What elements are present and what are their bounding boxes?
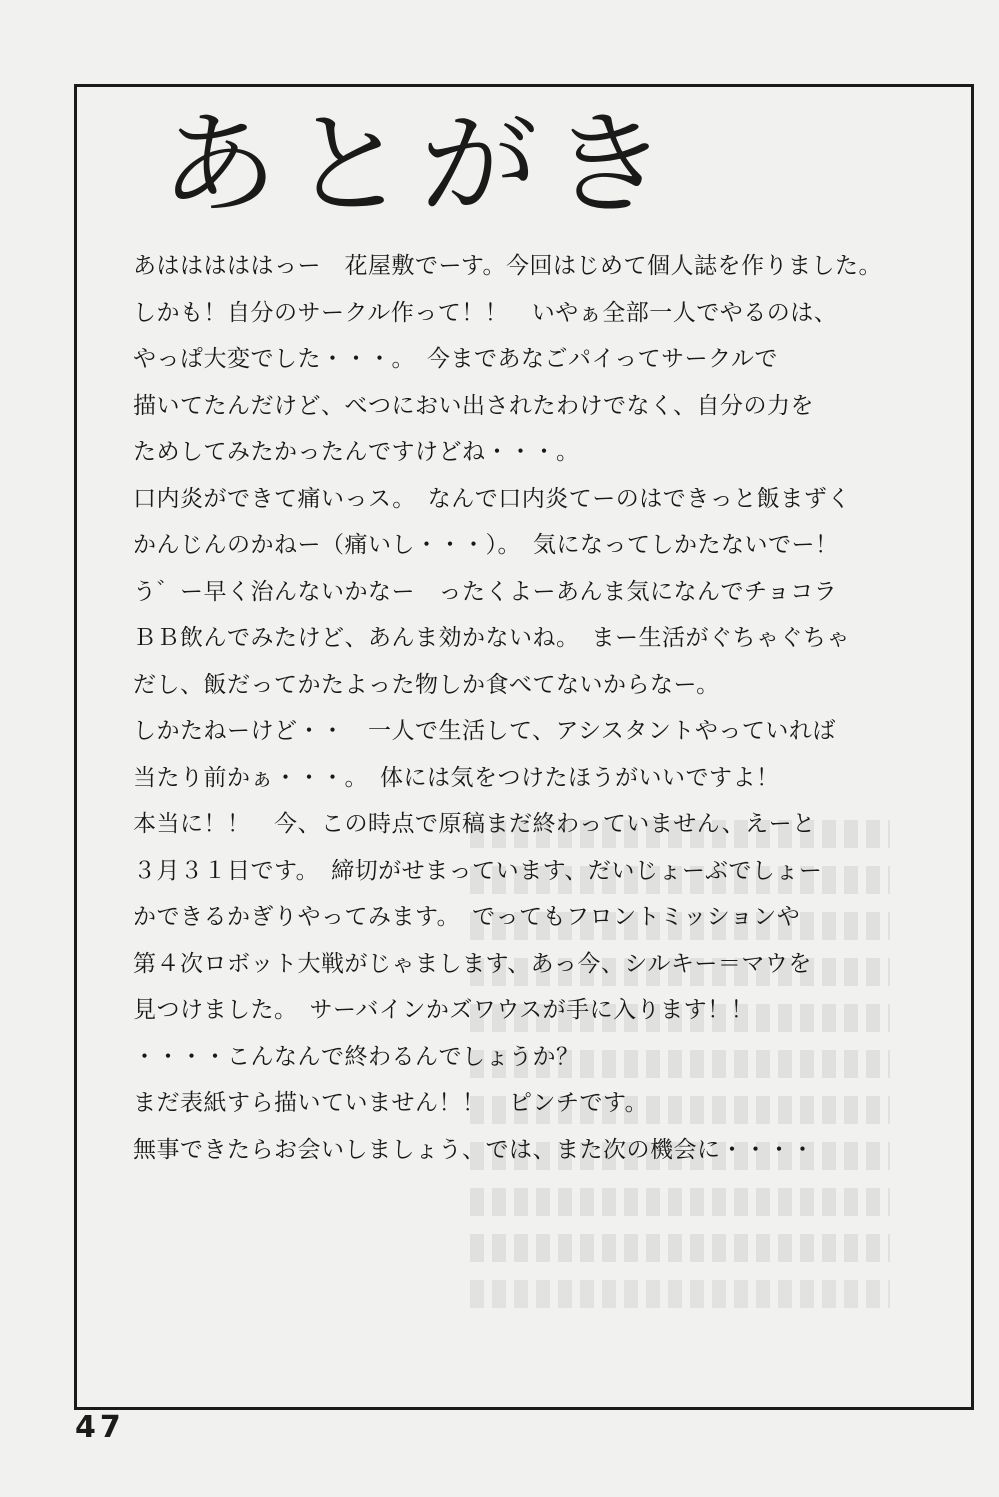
body-line: 無事できたらお会いしましょう、では、また次の機会に・・・・ [133, 1136, 815, 1163]
body-line: かできるかぎりやってみます。 でってもフロントミッションや [133, 904, 801, 930]
page-number: 47 [75, 1410, 125, 1445]
body-line: あはははははっー 花屋敷でーす。今回はじめて個人誌を作りました。 [133, 253, 883, 279]
body-line: かんじんのかねー（痛いし・・・）。 気になってしかたないでー！ [133, 532, 839, 558]
body-line: しかたねーけど・・ 一人で生活して、アシスタントやっていれば [133, 718, 836, 744]
body-line: やっぱ大変でした・・・。 今まであなごパイってサークルで [133, 346, 778, 372]
afterword-body [133, 243, 883, 1173]
body-line: だし、飯だってかたよった物しか食べてないからなー。 [133, 671, 720, 698]
body-line: しかも！自分のサークル作って！！ いやぁ全部一人でやるのは、 [133, 299, 838, 326]
body-line: 口内炎ができて痛いっス。 なんで口内炎てーのはできっと飯まずく [133, 485, 851, 512]
body-line: 本当に！！ 今、この時点で原稿まだ終わっていません、えーと [133, 811, 816, 837]
body-line: ３月３１日です。 締切がせまっています、だいじょーぶでしょー [133, 857, 823, 884]
body-line: う゛ー早く治んないかなー ったくよーあんま気になんでチョコラ [133, 578, 838, 605]
body-line: 見つけました。 サーバインかズワウスが手に入ります！！ [133, 997, 755, 1023]
body-line: まだ表紙すら描いていません！！ ピンチです。 [133, 1090, 649, 1116]
body-line: ためしてみたかったんですけどね・・・。 [133, 439, 580, 465]
body-line: 第４次ロボット大戦がじゃまします、あっ今、シルキー＝マウを [133, 950, 812, 977]
body-line: ＢＢ飲んでみたけど、あんま効かないね。 まー生活がぐちゃぐちゃ [133, 625, 850, 651]
body-line: 描いてたんだけど、べつにおい出されたわけでなく、自分の力を [133, 392, 815, 419]
page-title: あとがき [160, 98, 681, 230]
body-line: 当たり前かぁ・・・。 体には気をつけたほうがいいですよ！ [133, 764, 780, 791]
body-line: ・・・・こんなんで終わるんでしょうか？ [133, 1043, 580, 1070]
